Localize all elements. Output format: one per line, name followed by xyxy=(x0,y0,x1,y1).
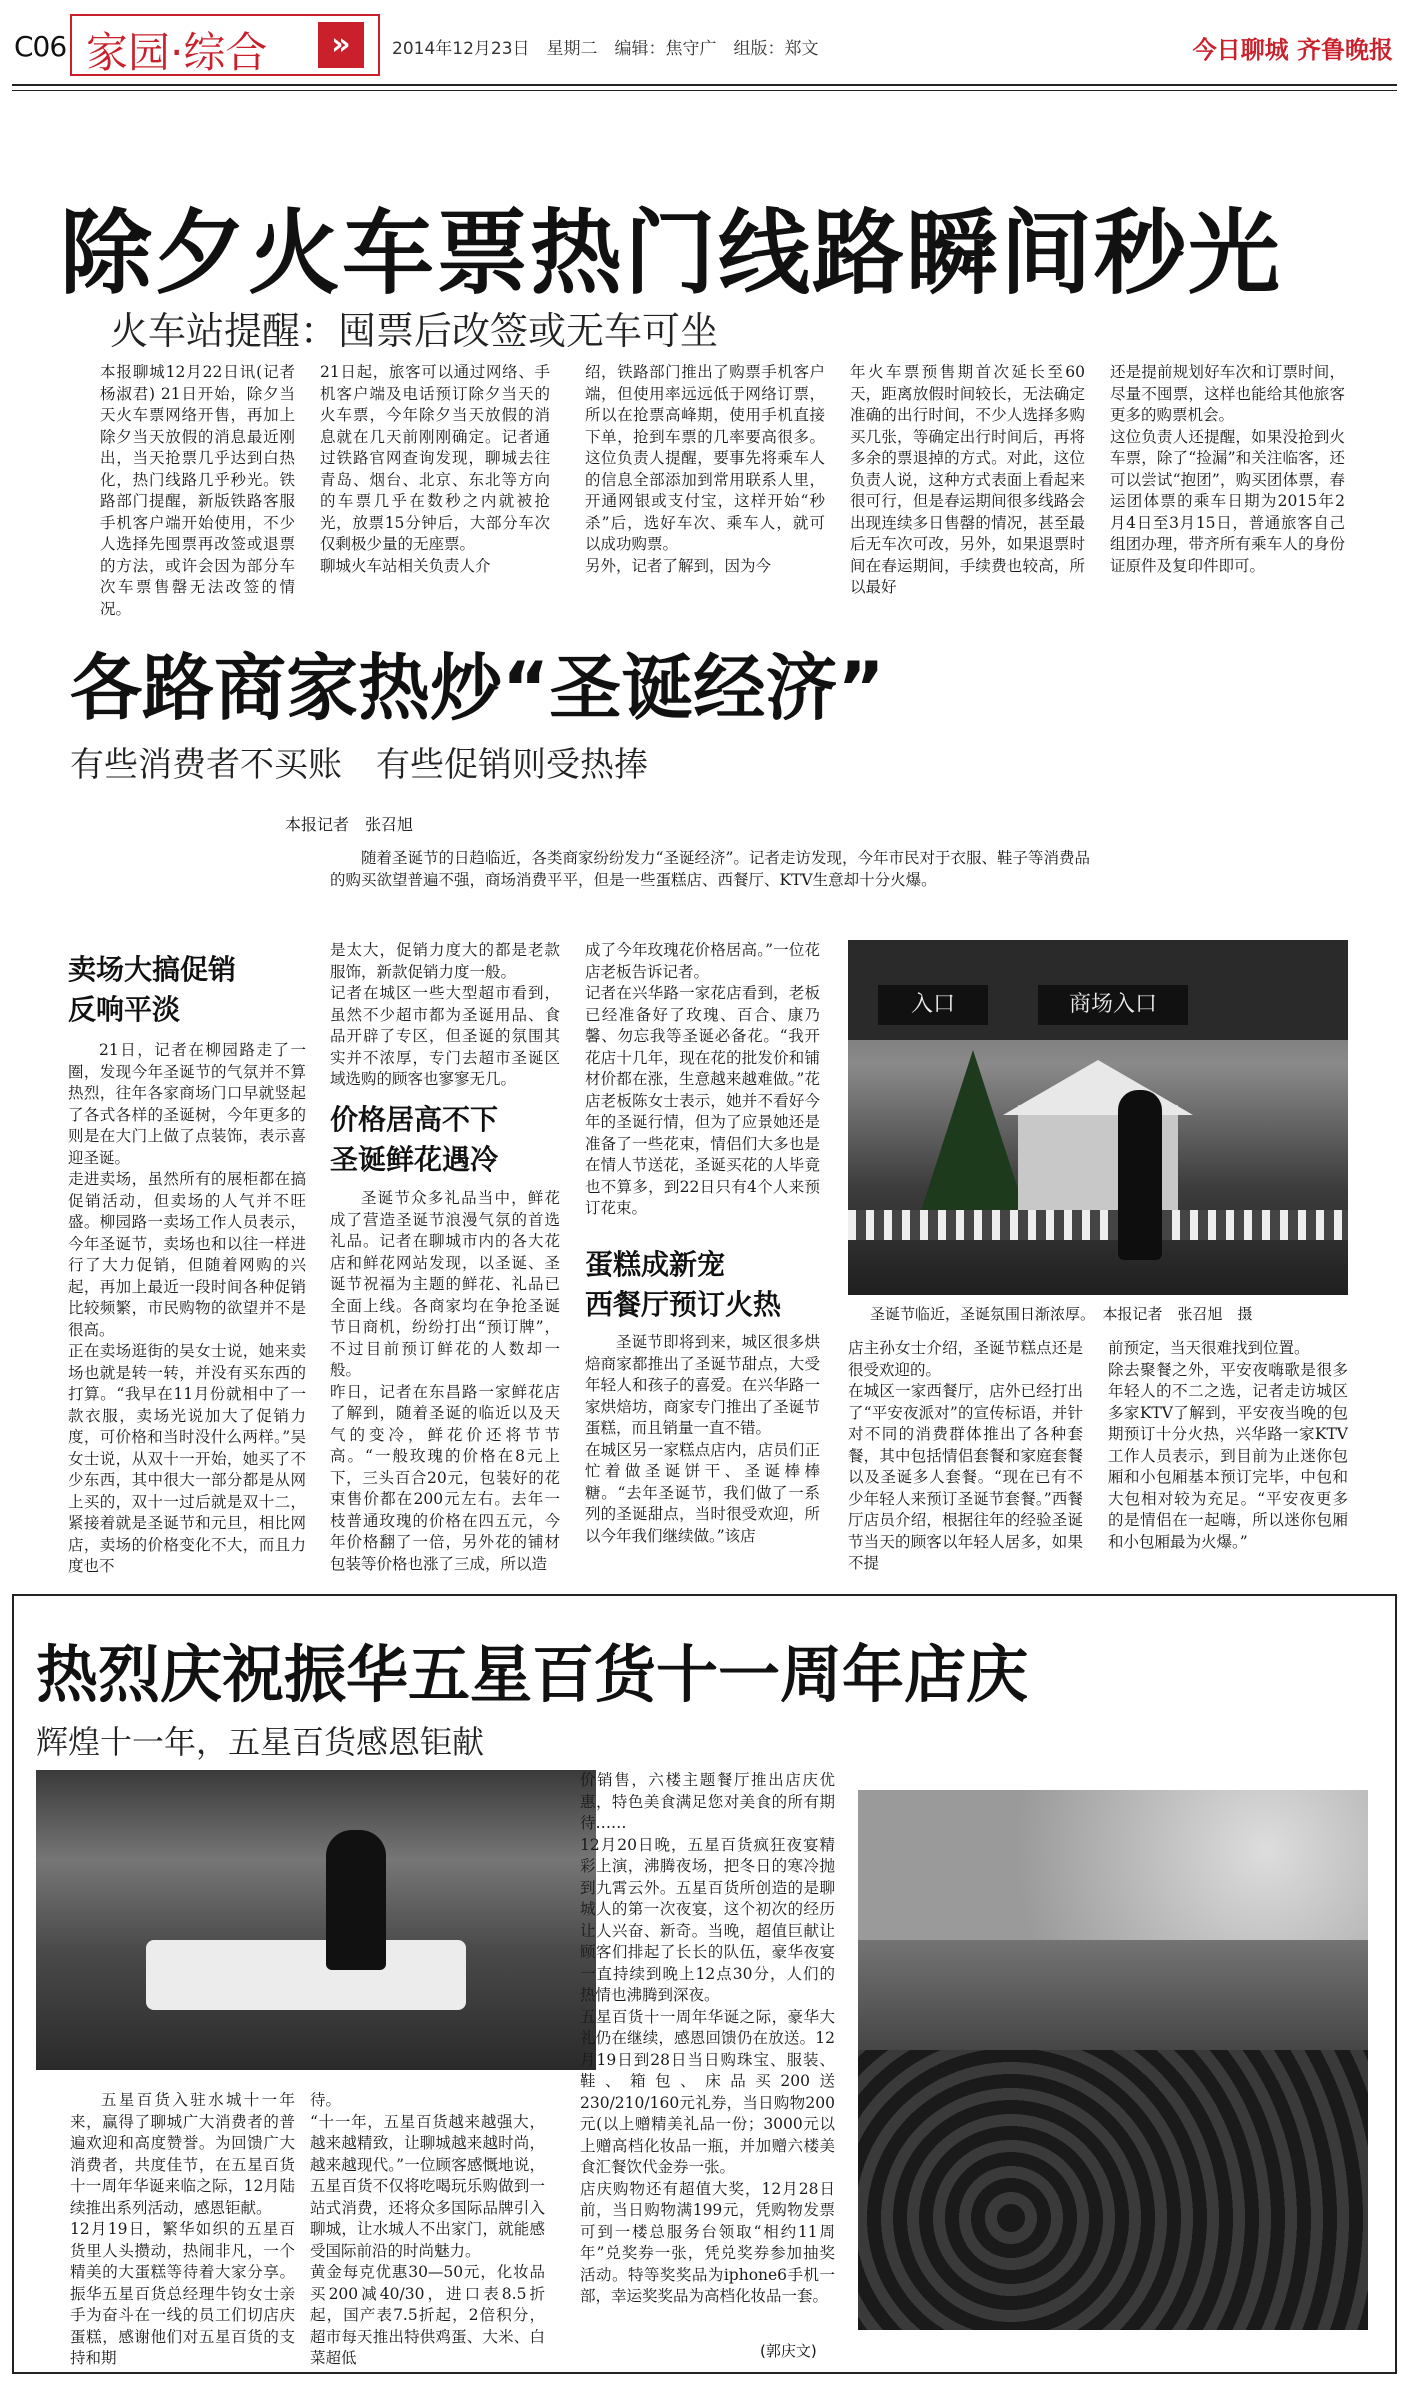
story2-subhead-2: 价格居高不下 圣诞鲜花遇冷 xyxy=(330,1103,499,1176)
story2-col2a: 是太大，促销力度大的都是老款服饰，新款促销力度一般。 记者在城区一些大型超市看到，虽然不少超市都为圣诞用品、食品开辟了专区，但圣诞的氛围其实并不浓厚，专门去超市圣诞区域选购的顾客也寥寥无几。 xyxy=(330,941,560,1088)
story2-col5: 前预定，当天很难找到位置。 除去聚餐之外，平安夜嗨歌是很多年轻人的不二之选，记者走访城区多家KTV了解到，平安夜当晚的包期预订十分火热，兴华路一家KTV工作人员表示，到目前为止迷你包厢和小包厢基本预订完毕，中包和大包相对较为充足。“平安夜更多的是情侣在一起嗨，所以迷你包厢和小包厢最为火爆。” xyxy=(1108,1339,1348,1551)
page-number: C06 xyxy=(14,30,67,63)
shopper-figure xyxy=(1118,1090,1162,1260)
manager-figure xyxy=(326,1830,386,1970)
newspaper-brand: 今日聊城 齐鲁晚报 xyxy=(1192,36,1393,64)
anniversary-cake-photo xyxy=(36,1770,596,2070)
christmas-photo xyxy=(848,940,1348,1295)
story1-col4: 年火车票预售期首次延长至60天，距离放假时间较长，无法确定准确的出行时间，不少人选择多购买几张，等确定出行时间后，再将多余的票退掉的方式。对此，这位负责人说，这种方式表面上看起来很可行，但是春运期间很多线路会出现连续多日售罄的情况，甚至最后无车次可改，另外，如果退票时间在春运期间，手续费也较高，所以最好 xyxy=(850,363,1085,596)
story1-col5: 还是提前规划好车次和订票时间，尽量不囤票，这样也能给其他旅客更多的购票机会。 这位负责人还提醒，如果没抢到火车票，除了“捡漏”和关注临客，还可以尝试“抱团”，购买团体票，春运团体票的乘车日期为2015年2月4日至3月15日，普通旅客自己组团办理，带齐所有乘车人的身份证原件及复印件即可。 xyxy=(1110,363,1345,575)
story2-subhead: 有些消费者不买账 有些促销则受热捧 xyxy=(70,745,648,785)
header-rule xyxy=(12,84,1397,86)
story2-headline: 各路商家热炒“圣诞经济” xyxy=(70,646,885,730)
story3-col2: 待。 “十一年，五星百货越来越强大，越来越精致，让聊城越来越时尚，越来越现代。”一位顾客感慨地说，五星百货不仅将吃喝玩乐购做到一站式消费，还将众多国际品牌引入聊城，让水城人不出家门，就能感受国际前沿的时尚魅力。 黄金每克优惠30—50元，化妆品买200减40/30，进口表8.5折起，国产表7.5折起，2倍积分，超市每天推出特供鸡蛋、大米、白菜超低 xyxy=(310,2091,545,2367)
section-title: 家园·综合 xyxy=(86,28,268,77)
story2-lead: 随着圣诞节的日趋临近，各类商家纷纷发力“圣诞经济”。记者走访发现，今年市民对于衣服、鞋子等消费品的购买欲望普遍不强，商场消费平平，但是一些蛋糕店、西餐厅、KTV生意却十分火爆。 xyxy=(330,849,1090,889)
story2-col3a: 成了今年玫瑰花价格居高。”一位花店老板告诉记者。 记者在兴华路一家花店看到，老板已经准备好了玫瑰、百合、康乃馨、勿忘我等圣诞必备花。“我开花店十几年，现在花的批发价和铺材价都在涨，生意越来越难做。”花店老板陈女士表示，她并不看好今年的圣诞行情，但为了应景她还是准备了一些花束，情侣们大多也是在情人节送花，圣诞买花的人毕竟也不算多，到22日只有4个人来预订花束。 xyxy=(585,941,820,1217)
story3-headline: 热烈庆祝振华五星百货十一周年店庆 xyxy=(36,1638,1029,1711)
white-picket-fence xyxy=(848,1210,1348,1240)
story1-col1: 本报聊城12月22日讯(记者 杨淑君) 21日开始，除夕当天火车票网络开售，再加上除夕当天放假的消息最近刚出，当天抢票几乎达到白热化，热门线路几乎秒光。铁路部门提醒，新版铁路客服手机客户端开始使用，不少人选择先囤票再改签或退票的方法，或许会因为部分车次车票售罄无法改签的情况。 xyxy=(100,363,295,618)
crowd xyxy=(858,2050,1368,2330)
story2-col3b: 圣诞节即将到来，城区很多烘焙商家都推出了圣诞节甜点，大受年轻人和孩子的喜爱。在兴华路一家烘焙坊，商家专门推出了圣诞节蛋糕，而且销量一直不错。 在城区另一家糕点店内，店员们正忙着做圣诞饼干、圣诞棒棒糖。“去年圣诞节，我们做了一系列的圣诞甜点，当时很受欢迎，所以今年我们继续做。”该店 xyxy=(585,1333,820,1545)
night-sale-crowd-photo xyxy=(858,1790,1368,2330)
issue-meta: 2014年12月23日 星期二 编辑：焦守广 组版：郑文 xyxy=(392,39,819,59)
story3-signoff: (郭庆文) xyxy=(760,2342,817,2360)
photo-sign-2: 商场入口 xyxy=(1038,985,1188,1025)
story3-col1: 五星百货入驻水城十一年来，赢得了聊城广大消费者的普遍欢迎和高度赞誉。为回馈广大消费者，共度佳节，在五星百货十一周年华诞来临之际，12月陆续推出系列活动，感恩钜献。 12月19日，繁华如织的五星百货里人头攒动，热闹非凡，一个精美的大蛋糕等待着大家分享。振华五星百货总经理牛钧女士亲手为奋斗在一线的员工们切店庆蛋糕，感谢他们对五星百货的支持和期 xyxy=(70,2091,295,2367)
chevron-right-icon: » xyxy=(318,22,364,68)
story1-headline: 除夕火车票热门线路瞬间秒光 xyxy=(60,200,1283,307)
story2-subhead-1: 卖场大搞促销 反响平淡 xyxy=(68,953,237,1026)
story1-subhead: 火车站提醒：囤票后改签或无车可坐 xyxy=(110,309,719,353)
cake xyxy=(146,1940,466,2010)
story2-col4: 店主孙女士介绍，圣诞节糕点还是很受欢迎的。 在城区一家西餐厅，店外已经打出了“平安夜派对”的宣传标语，并针对不同的消费群体推出了各种套餐，其中包括情侣套餐和家庭套餐以及圣诞多人套餐。“现在已有不少年轻人来预订圣诞节套餐。”西餐厅店员介绍，根据往年的经验圣诞节当天的顾客以年轻人居多，如果不提 xyxy=(848,1339,1083,1572)
story2-subhead-3: 蛋糕成新宠 西餐厅预订火热 xyxy=(585,1248,782,1321)
photo-caption: 圣诞节临近，圣诞氛围日渐浓厚。 本报记者 张召旭 摄 xyxy=(870,1305,1253,1323)
header-rule-thin xyxy=(12,90,1397,91)
story2-col1: 21日，记者在柳园路走了一圈，发现今年圣诞节的气氛并不算热烈，往年各家商场门口早就竖起了各式各样的圣诞树，今年更多的则是在大门上做了点装饰，表示喜迎圣诞。 走进卖场，虽然所有的展柜都在搞促销活动，但卖场的人气并不旺盛。柳园路一卖场工作人员表示，今年圣诞节，卖场也和以往一样进行了大力促销，但随着网购的兴起，再加上最近一段时间各种促销比较频繁，市民购物的欲望并不是很高。 正在卖场逛街的吴女士说，她来卖场也就是转一转，并没有买东西的打算。“我早在11月份就相中了一款衣服，卖场光说加大了促销力度，可价格和当时没什么两样。”吴女士说，从双十一开始，她买了不少东西，其中很大一部分都是从网上买的，双十一过后就是双十二，紧接着就是圣诞节和元旦，相比网店，卖场的价格变化不大，而且力度也不 xyxy=(68,1041,306,1575)
story1-col3: 绍，铁路部门推出了购票手机客户端，但使用率远远低于网络订票，所以在抢票高峰期，使用手机直接下单，抢到车票的几率要高很多。这位负责人提醒，要事先将乘车人的信息全部添加到常用联系人里，开通网银或支付宝，这样开始“秒杀”后，选好车次、乘车人，就可以成功购票。 另外，记者了解到，因为今 xyxy=(585,363,825,575)
photo-sign-1: 入口 xyxy=(878,985,988,1025)
story3-col3: 价销售，六楼主题餐厅推出店庆优惠，特色美食满足您对美食的所有期待…… 12月20日晚，五星百货疯狂夜宴精彩上演，沸腾夜场，把冬日的寒冷抛到九霄云外。五星百货所创造的是聊城人的第一次夜宴，这个初次的经历让人兴奋、新奇。当晚，超值巨献让顾客们排起了长长的队伍，豪华夜宴一直持续到晚上12点30分，人们的热情也沸腾到深夜。 五星百货十一周年华诞之际，豪华大礼仍在继续，感恩回馈仍在放送。12月19日到28日当日购珠宝、服装、鞋、箱包、床品买200送230/210/160元礼券，当日购物200元(以上赠精美礼品一份；3000元以上赠高档化妆品一瓶，并加赠六楼美食汇餐饮代金券一张。 店庆购物还有超值大奖，12月28日前，当日购物满199元，凭购物发票可到一楼总服务台领取“相约11周年”兑奖券一张，凭兑奖券参加抽奖活动。特等奖奖品为iphone6手机一部，幸运奖奖品为高档化妆品一套。 xyxy=(580,1771,835,2305)
story2-col2b: 圣诞节众多礼品当中，鲜花成了营造圣诞节浪漫气氛的首选礼品。记者在聊城市内的各大花店和鲜花网站发现，以圣诞、圣诞节祝福为主题的鲜花、礼品已全面上线。各商家均在争抢圣诞节日商机，纷纷打出“预订牌”，不过目前预订鲜花的人数却一般。 昨日，记者在东昌路一家鲜花店了解到，随着圣诞的临近以及天气的变冷，鲜花价还将节节高。“一般玫瑰的价格在8元上下，三头百合20元，包装好的花束售价都在200元左右。去年一枝普通玫瑰的价格在四五元，今年价格翻了一倍，另外花的铺材包装等价格也涨了三成，所以造 xyxy=(330,1189,560,1573)
story3-subhead: 辉煌十一年，五星百货感恩钜献 xyxy=(36,1723,485,1761)
story2-byline: 本报记者 张召旭 xyxy=(285,815,414,834)
story1-col2: 21日起，旅客可以通过网络、手机客户端及电话预订除夕当天的火车票，今年除夕当天放假的消息就在几天前刚刚确定。记者通过铁路官网查询发现，聊城去往青岛、烟台、北京、东北等方向的车票几乎在数秒之内就被抢光，放票15分钟后，大部分车次仅剩极少量的无座票。 聊城火车站相关负责人介 xyxy=(320,363,550,575)
